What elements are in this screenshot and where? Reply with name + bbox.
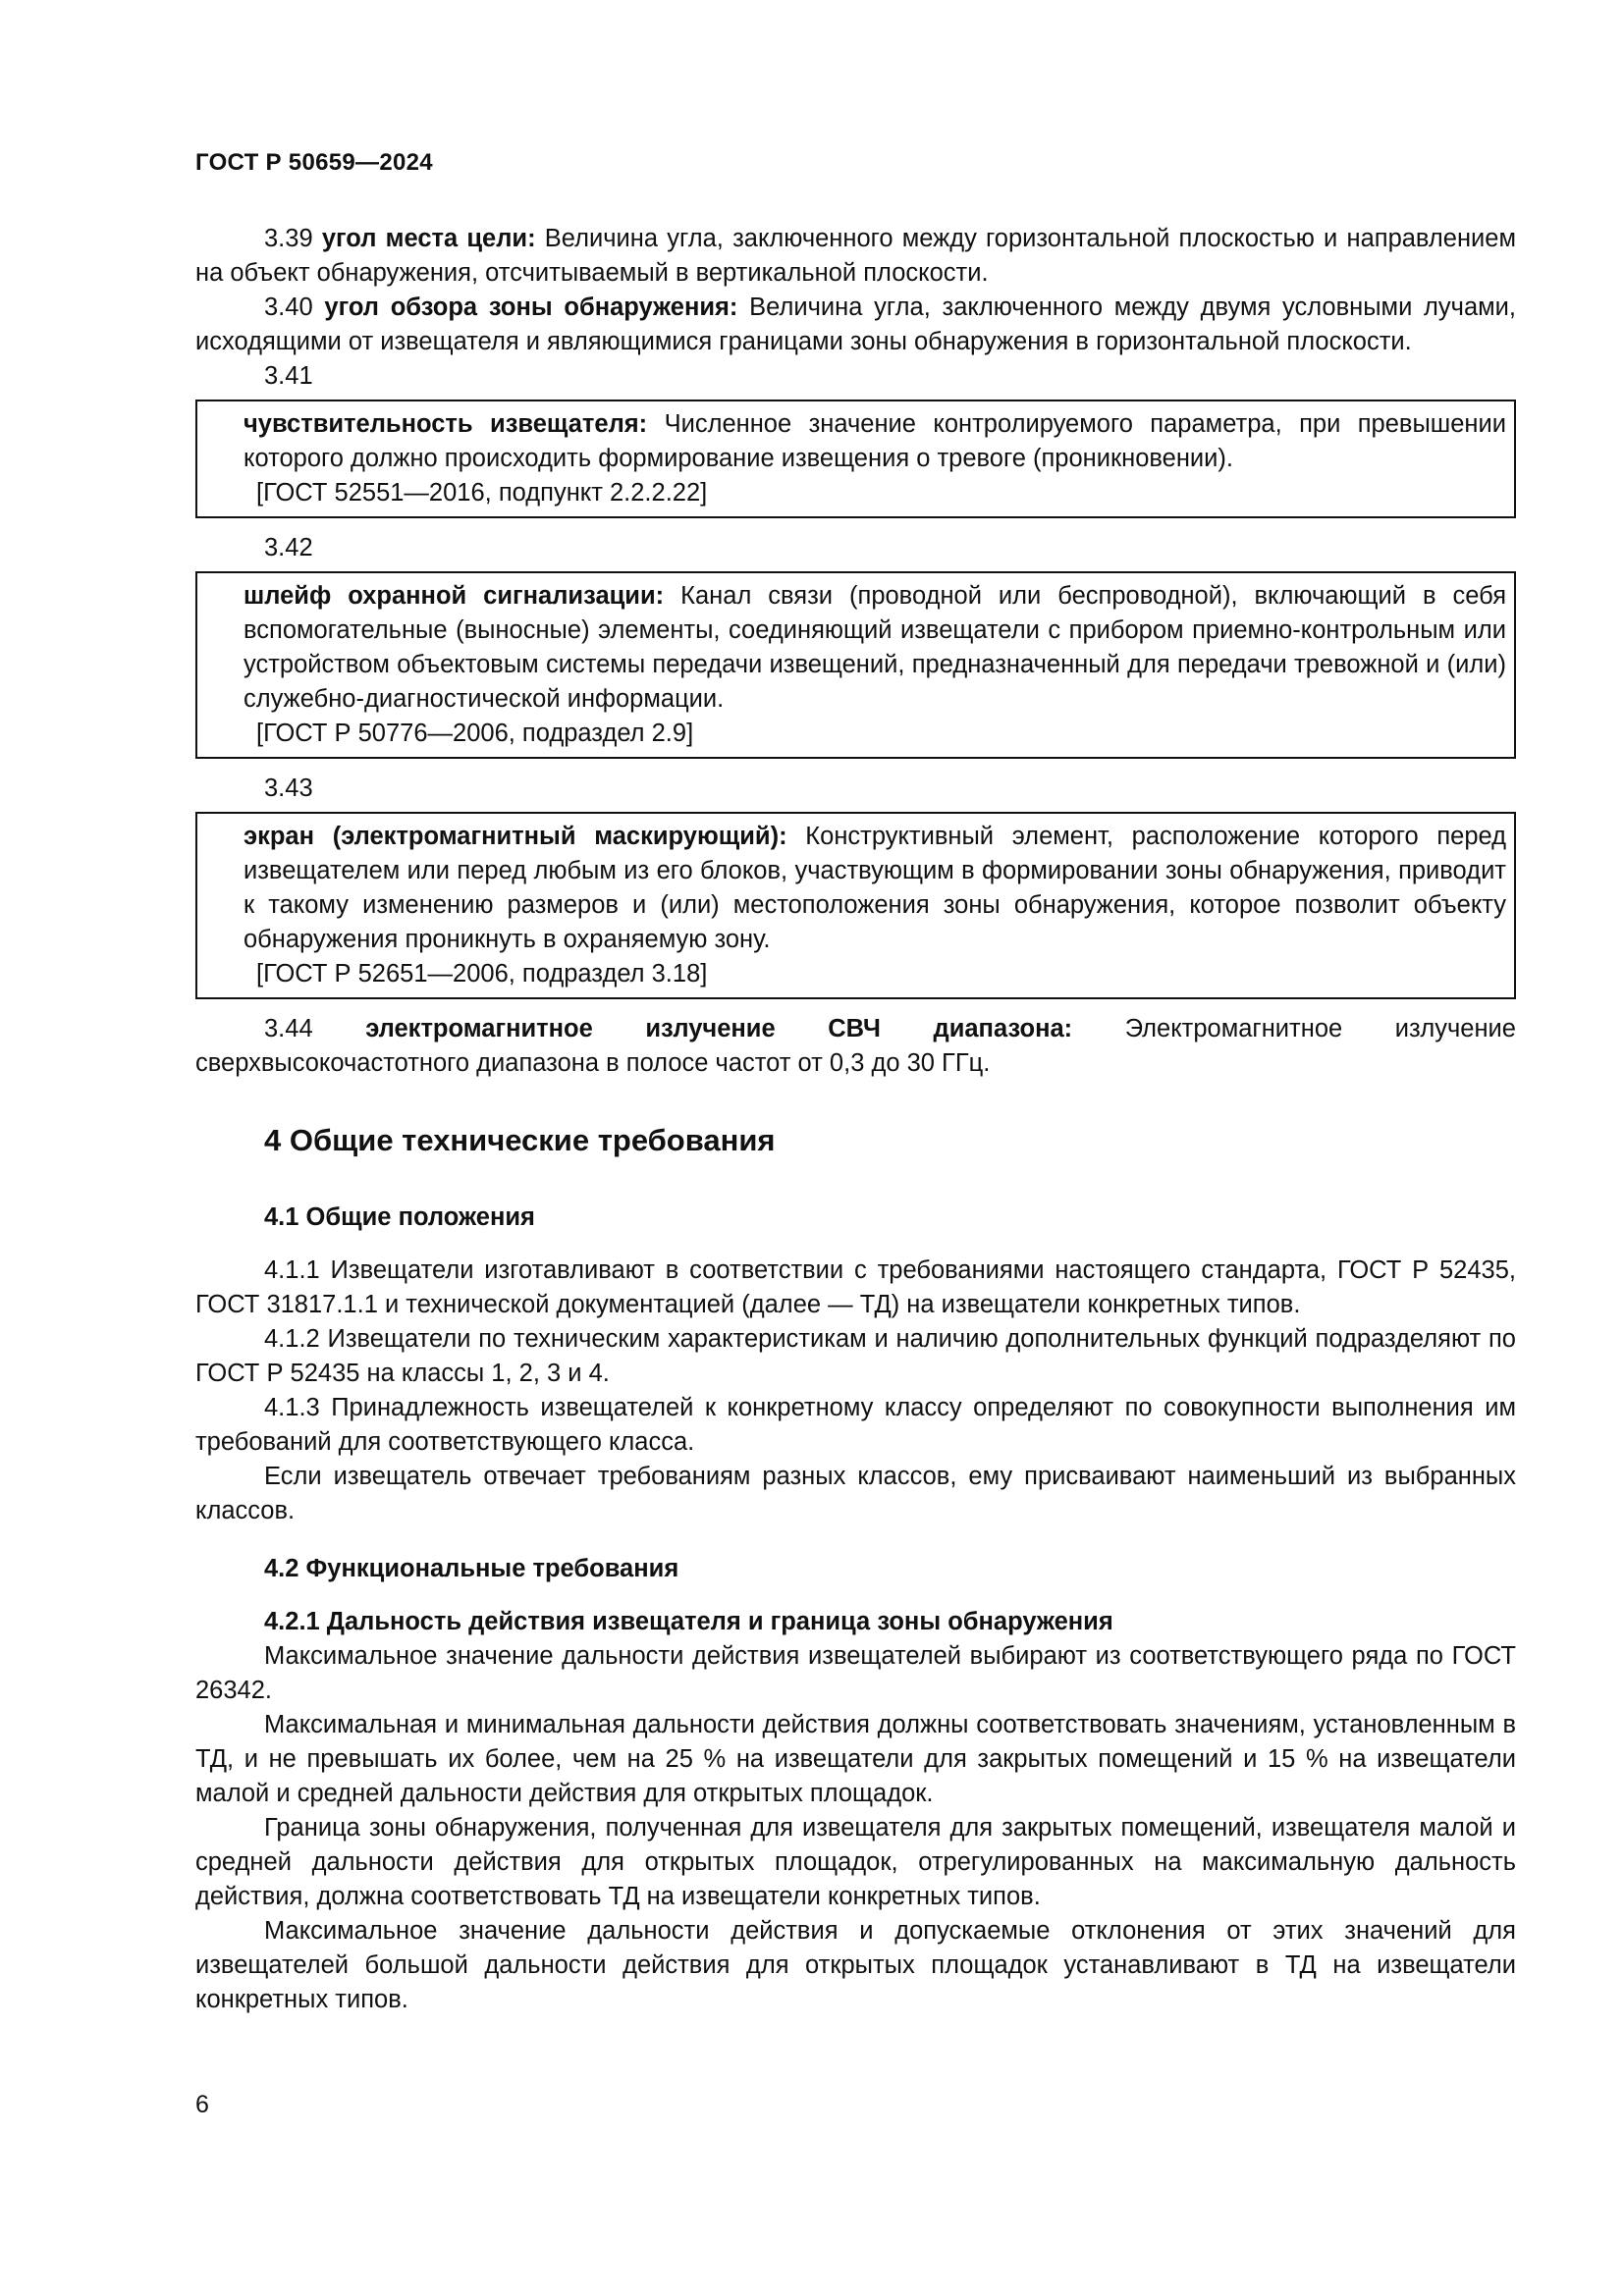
paragraph-4-1-2: 4.1.2 Извещатели по техническим характеристикам и наличию дополнительных функций подразделяют по ГОСТ Р 52435 на классы 1, 2, 3 и 4. bbox=[195, 1325, 1516, 1387]
definition-text: Электромагнитное излучение сверхвысокочастотного диапазона в полосе частот от 0,3 до 30 ГГц. bbox=[195, 1015, 1516, 1077]
term: чувствительность извещателя: bbox=[244, 410, 648, 438]
source-reference: [ГОСТ 52551—2016, подпункт 2.2.2.22] bbox=[256, 479, 708, 507]
subsection-4-2-title: 4.2 Функциональные требования bbox=[264, 1555, 679, 1582]
definition-3-39 bbox=[195, 222, 1516, 291]
term: угол места цели: bbox=[321, 225, 536, 252]
paragraph-4-2-1-a: Максимальное значение дальности действия извещателей выбирают из соответствующего ряда по ГОСТ 26342. bbox=[195, 1642, 1516, 1704]
source-reference: [ГОСТ Р 50776—2006, подраздел 2.9] bbox=[256, 720, 694, 747]
definition-text: Численное значение контролируемого параметра, при превышении которого должно происходить формирование извещения о тревоге (проникновении). bbox=[244, 410, 1506, 472]
item-number: 3.44 bbox=[264, 1015, 313, 1042]
item-number-3-42: 3.42 bbox=[264, 534, 313, 561]
definition-text: Величина угла, заключенного между двумя условными лучами, исходящими от извещателя и являющимися границами зоны обнаружения в горизонтальной плоскости. bbox=[195, 294, 1517, 355]
document-code-header: ГОСТ Р 50659—2024 bbox=[195, 149, 433, 176]
page-number: 6 bbox=[195, 2091, 209, 2118]
paragraph-4-2-1-b: Максимальная и минимальная дальности действия должны соответствовать значениям, установленным в ТД, и не превышать их более, чем на 25 % на извещатели для закрытых помещений и 15 % на извещатели малой и средней дальности действия для открытых площадок. bbox=[195, 1711, 1516, 1807]
item-number: 3.40 bbox=[264, 294, 313, 321]
term: шлейф охранной сигнализации: bbox=[244, 582, 665, 610]
term: экран (электромагнитный маскирующий): bbox=[244, 823, 787, 850]
definition-text: Конструктивный элемент, расположение которого перед извещателем или перед любым из его блоков, участвующим в формировании зоны обнаружения, приводит к такому изменению размеров и (или) местоположения зоны обнаружения, которое позволит объекту обнаружения проникнуть в охраняемую зону. bbox=[244, 823, 1507, 953]
term: угол обзора зоны обнаружения: bbox=[324, 294, 738, 321]
section-4-title: 4 Общие технические требования bbox=[264, 1123, 776, 1157]
definition-3-40 bbox=[195, 291, 1516, 359]
definition-3-41 bbox=[244, 407, 1506, 476]
subsection-4-1-title: 4.1 Общие положения bbox=[264, 1203, 535, 1231]
source-reference: [ГОСТ Р 52651—2006, подраздел 3.18] bbox=[256, 960, 708, 988]
item-number-3-43: 3.43 bbox=[264, 774, 313, 802]
definition-3-42 bbox=[244, 579, 1506, 717]
definition-3-43 bbox=[244, 820, 1506, 957]
definition-3-44 bbox=[195, 1012, 1516, 1081]
paragraph-4-2-1-d: Максимальное значение дальности действия и допускаемые отклонения от этих значений для извещателей большой дальности действия для открытых площадок устанавливают в ТД на извещатели конкретных типов. bbox=[195, 1917, 1516, 2013]
paragraph-4-1-3: 4.1.3 Принадлежность извещателей к конкретному классу определяют по совокупности выполнения им требований для соответствующего класса. bbox=[195, 1394, 1516, 1456]
definition-text: Канал связи (проводной или беспроводной), включающий в себя вспомогательные (выносные) элементы, соединяющий извещатели с прибором приемно-контрольным или устройством объектовым системы передачи извещений, предназначенный для передачи тревожной и (или) служебно-диагностической информации. bbox=[244, 582, 1507, 713]
definition-box-3-43 bbox=[195, 812, 1516, 999]
page-content bbox=[195, 222, 1516, 2017]
paragraph-4-1-1: 4.1.1 Извещатели изготавливают в соответствии с требованиями настоящего стандарта, ГОСТ Р 52435, ГОСТ 31817.1.1 и технической документацией (далее — ТД) на извещатели конкретных типов. bbox=[195, 1256, 1516, 1318]
item-number: 3.39 bbox=[264, 225, 313, 252]
term: электромагнитное излучение СВЧ диапазона: bbox=[365, 1015, 1073, 1042]
definition-box-3-42 bbox=[195, 571, 1516, 759]
paragraph-4-1-3-continued: Если извещатель отвечает требованиям разных классов, ему присваивают наименьший из выбранных классов. bbox=[195, 1463, 1516, 1524]
item-number-3-41: 3.41 bbox=[264, 362, 313, 390]
paragraph-4-2-1-c: Граница зоны обнаружения, полученная для извещателя для закрытых помещений, извещателя малой и средней дальности действия для открытых площадок, отрегулированных на максимальную дальность действия, должна соответствовать ТД на извещатели конкретных типов. bbox=[195, 1814, 1516, 1910]
subsection-4-2-1-title: 4.2.1 Дальность действия извещателя и граница зоны обнаружения bbox=[264, 1608, 1113, 1635]
definition-text: Величина угла, заключенного между горизонтальной плоскостью и направлением на объект обнаружения, отсчитываемый в вертикальной плоскости. bbox=[195, 225, 1516, 287]
definition-box-3-41 bbox=[195, 400, 1516, 518]
